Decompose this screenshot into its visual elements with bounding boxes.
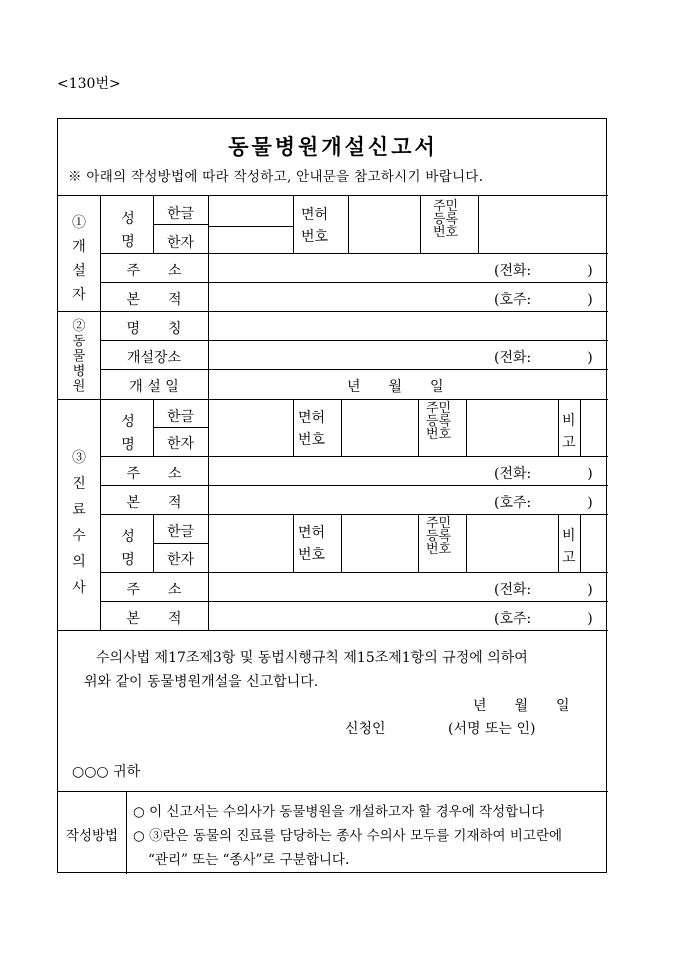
doctor-2-license-label: 면허번호 — [298, 525, 326, 563]
form-note: ※ 아래의 작성방법에 따라 작성하고, 안내문을 참고하시기 바랍니다. — [68, 169, 484, 185]
divider — [100, 601, 608, 602]
divider — [100, 253, 608, 254]
doctor-2-address-label: 주 소 — [126, 582, 182, 598]
divider — [293, 195, 294, 253]
divider — [100, 572, 608, 573]
doctor-2-remarks-label: 비고 — [562, 528, 576, 566]
section-2-label: ②동물병원 — [72, 319, 86, 394]
clinic-name-label: 명 칭 — [126, 321, 182, 337]
doctor-2-hanja-label: 한자 — [166, 552, 195, 568]
divider — [208, 226, 293, 227]
doctor-2-name-label: 성명 — [121, 529, 135, 568]
divider — [580, 514, 581, 572]
declaration-date: 년 월 일 — [473, 698, 570, 714]
hanja-label: 한자 — [166, 235, 195, 251]
divider — [341, 514, 342, 572]
doctor-1-domicile-label: 본 적 — [126, 495, 182, 511]
divider — [100, 485, 608, 486]
doctor-2-domicile-label: 본 적 — [126, 611, 182, 627]
divider — [58, 791, 608, 792]
divider — [58, 399, 608, 400]
divider — [478, 195, 479, 253]
divider — [580, 399, 581, 456]
phone-field: (전화: ) — [494, 263, 593, 279]
hoju-field: (호주: ) — [494, 292, 593, 308]
declaration-line-2: 위와 같이 동물병원개설을 신고합니다. — [84, 674, 319, 690]
form-number: <130번> — [57, 76, 121, 92]
doctor-2-hoju-field: (호주: ) — [494, 611, 593, 627]
location-label: 개설장소 — [126, 350, 182, 366]
form-title: 동물병원개설신고서 — [228, 135, 438, 159]
doctor-2-hangul-label: 한글 — [166, 524, 195, 540]
open-date-field: 년 월 일 — [347, 379, 444, 395]
instruction-line-1: ○ 이 신고서는 수의사가 동물병원을 개설하고자 할 경우에 작성합니다 — [133, 804, 545, 820]
divider — [466, 399, 467, 456]
divider — [418, 399, 419, 456]
doctor-2-resident-label: 주민등록번호 — [426, 516, 452, 557]
divider — [208, 195, 209, 630]
divider — [293, 514, 294, 572]
divider — [58, 311, 608, 312]
doctor-1-hoju-field: (호주: ) — [494, 495, 593, 511]
doctor-1-address-label: 주 소 — [126, 466, 182, 482]
doctor-1-name-label: 성명 — [121, 414, 135, 453]
divider — [126, 791, 127, 874]
doctor-1-hangul-label: 한글 — [166, 409, 195, 425]
divider — [58, 630, 608, 631]
domicile-label: 본 적 — [126, 292, 182, 308]
doctor-1-phone-field: (전화: ) — [494, 466, 593, 482]
divider — [100, 456, 608, 457]
instruction-line-3: “관리” 또는 “종사”로 구분합니다. — [148, 852, 350, 868]
divider — [558, 399, 559, 456]
section-3-label: ③진료수의사 — [72, 450, 86, 596]
divider — [153, 427, 208, 428]
divider — [100, 369, 608, 370]
instruction-line-2: ○ ③란은 동물의 진료를 담당하는 종사 수의사 모두를 기재하여 비고란에 — [133, 828, 563, 844]
open-date-label: 개 설 일 — [129, 379, 179, 395]
applicant-label: 신청인 — [345, 721, 386, 737]
divider — [100, 282, 608, 283]
address-label: 주 소 — [126, 263, 182, 279]
resident-label: 주민등록번호 — [433, 199, 459, 240]
divider — [420, 195, 421, 253]
divider — [558, 514, 559, 572]
signature-label: (서명 또는 인) — [448, 721, 536, 737]
divider — [153, 224, 208, 225]
divider — [418, 514, 419, 572]
instructions-label: 작성방법 — [65, 828, 119, 844]
divider — [293, 399, 294, 456]
section-1-label: ①개설자 — [72, 215, 86, 303]
divider — [153, 543, 208, 544]
divider — [100, 340, 608, 341]
location-phone-field: (전화: ) — [494, 350, 593, 366]
divider — [100, 514, 608, 515]
hangul-label: 한글 — [166, 206, 195, 222]
divider — [58, 195, 608, 196]
divider — [466, 514, 467, 572]
divider — [348, 195, 349, 253]
addressee: ○○○ 귀하 — [72, 764, 141, 780]
doctor-1-license-label: 면허번호 — [298, 410, 326, 448]
doctor-1-resident-label: 주민등록번호 — [426, 401, 452, 442]
declaration-line-1: 수의사법 제17조제3항 및 동법시행규칙 제15조제1항의 규정에 의하여 — [96, 650, 528, 666]
application-form — [57, 118, 607, 873]
doctor-1-remarks-label: 비고 — [562, 413, 576, 451]
name-label: 성명 — [121, 211, 135, 250]
license-label: 면허번호 — [301, 207, 329, 245]
doctor-2-phone-field: (전화: ) — [494, 582, 593, 598]
divider — [341, 399, 342, 456]
doctor-1-hanja-label: 한자 — [166, 436, 195, 452]
